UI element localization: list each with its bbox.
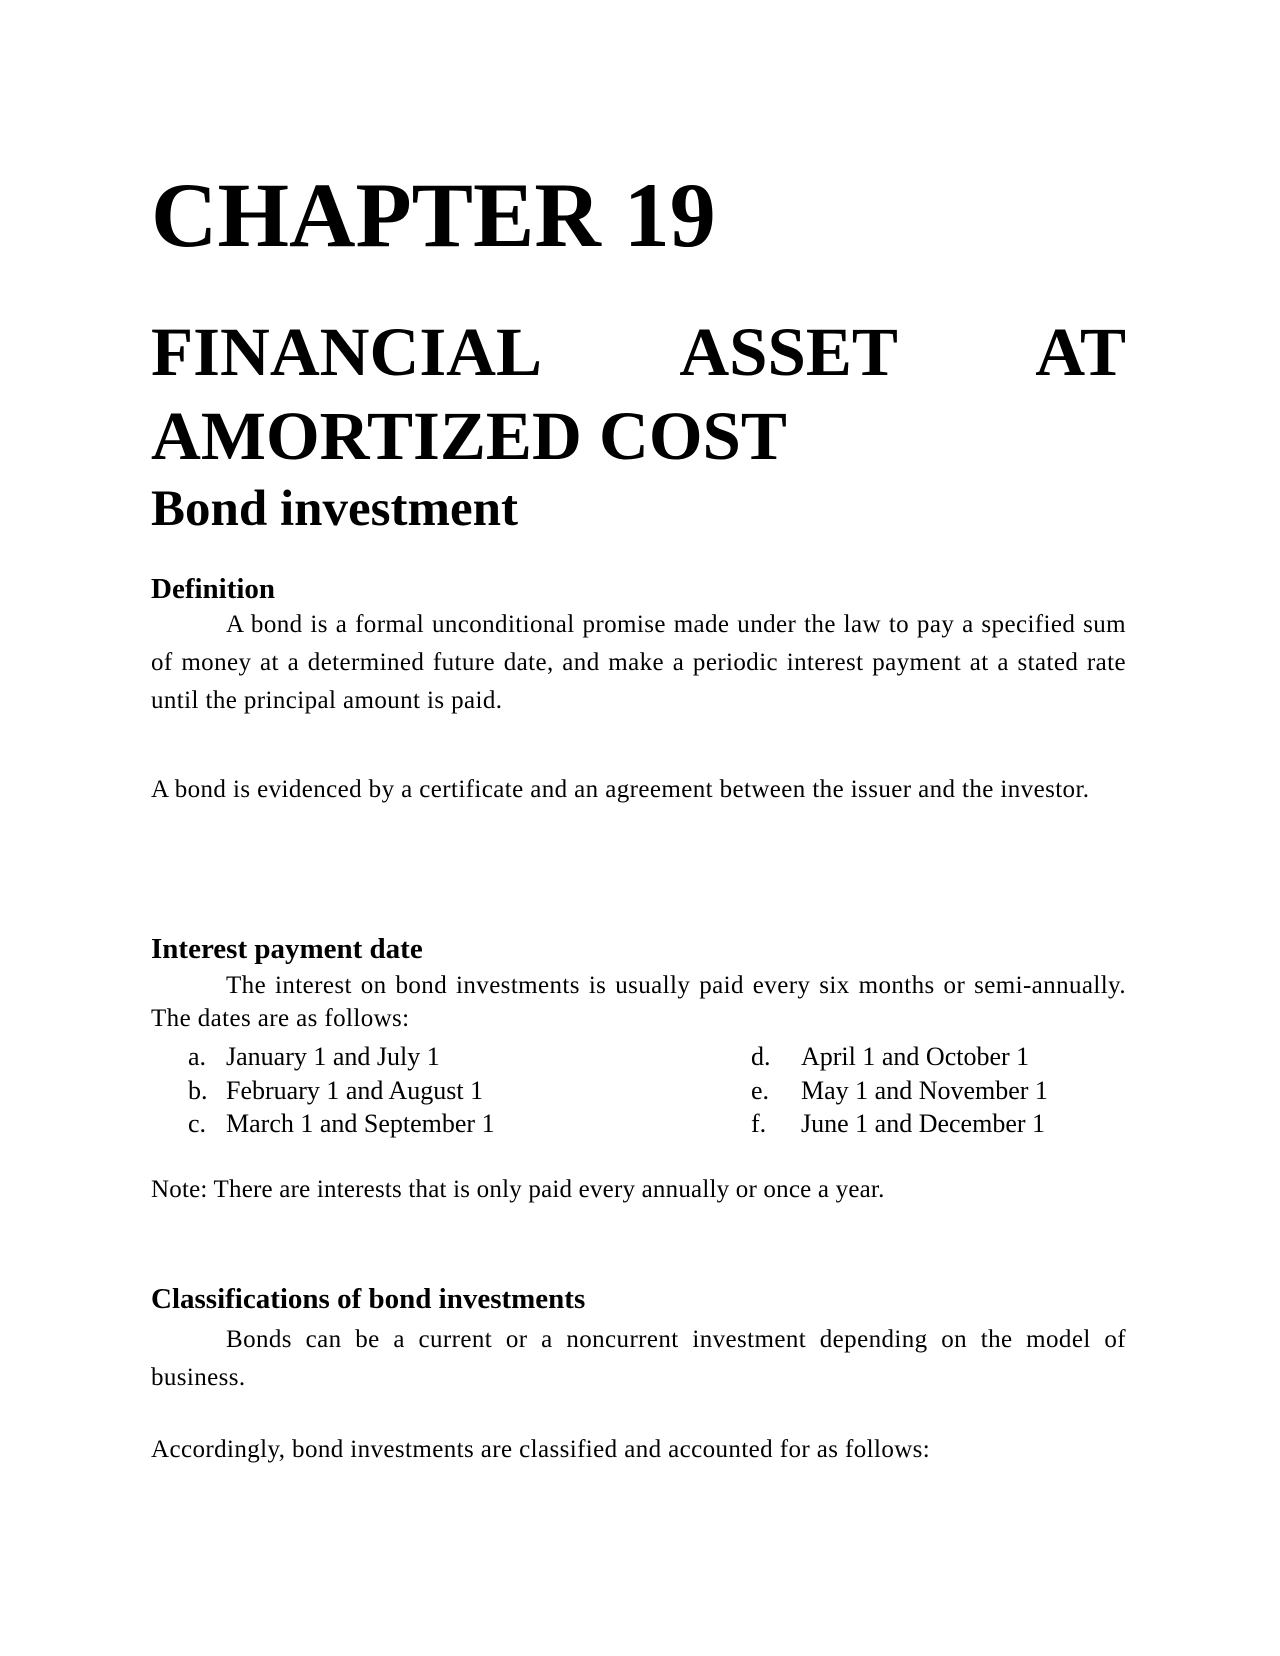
chapter-title-word: AT [1035,314,1126,390]
chapter-subtitle: Bond investment [151,481,518,537]
list-item [188,1040,440,1074]
interest-payment-note: Note: There are interests that is only paid every annually or once a year. [151,1176,885,1203]
chapter-title-line-1 [151,310,1126,394]
list-marker: d. [751,1042,771,1071]
chapter-title-line-2: AMORTIZED COST [151,398,787,474]
chapter-title-word: ASSET [679,314,898,390]
list-item-text: June 1 and December 1 [801,1109,1046,1138]
interest-payment-heading: Interest payment date [151,933,423,965]
document-page [151,0,1126,1656]
list-item-text: January 1 and July 1 [226,1042,440,1071]
chapter-number-title: CHAPTER 19 [151,164,716,266]
list-marker: b. [188,1076,208,1105]
list-item [188,1074,483,1108]
classifications-paragraph-1: Bonds can be a current or a noncurrent investment depending on the model of business. [151,1326,1126,1391]
list-item-text: April 1 and October 1 [801,1042,1030,1071]
list-marker: c. [188,1109,207,1138]
definition-heading: Definition [151,573,276,605]
classifications-heading: Classifications of bond investments [151,1283,586,1315]
chapter-title-word: FINANCIAL [151,314,543,390]
classifications-paragraph-2: Accordingly, bond investments are classified and accounted for as follows: [151,1436,931,1463]
list-marker: e. [751,1076,770,1105]
list-item-text: March 1 and September 1 [226,1109,495,1138]
list-item-text: May 1 and November 1 [801,1076,1048,1105]
list-item [751,1107,1045,1141]
chapter-main-title [151,310,1126,478]
list-marker: f. [751,1109,767,1138]
interest-payment-intro: The interest on bond investments is usually paid every six months or semi-annually. The dates are as follows: [151,972,1126,1032]
list-item [751,1040,1029,1074]
list-marker: a. [188,1042,207,1071]
list-item-text: February 1 and August 1 [226,1076,484,1105]
definition-paragraph-2: A bond is evidenced by a certificate and an agreement between the issuer and the investor. [151,776,1090,803]
definition-paragraph-1: A bond is a formal unconditional promise made under the law to pay a specified sum of money at a determined future date, and make a periodic interest payment at a stated rate until the principal amount is paid. [151,611,1126,714]
list-item [188,1107,495,1141]
interest-dates-list [151,1040,1126,1150]
list-item [751,1074,1048,1108]
